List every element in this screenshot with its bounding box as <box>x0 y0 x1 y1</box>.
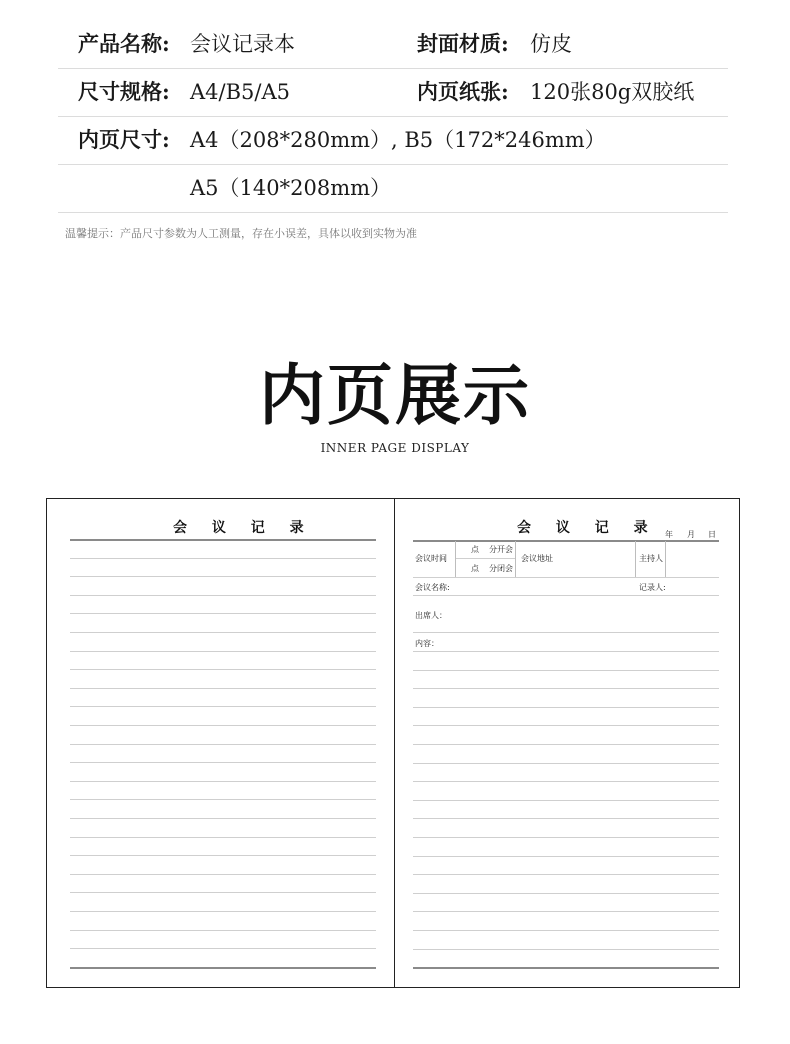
left-page-title: 会 议 记 录 <box>173 520 314 536</box>
location-label: 会议地址 <box>521 554 553 563</box>
ruled-line <box>70 781 376 782</box>
ruled-line <box>70 799 376 800</box>
ruled-line <box>413 725 719 726</box>
recorder-label: 记录人: <box>639 583 666 592</box>
measurement-tip: 温馨提示：产品尺寸参数为人工测量，存在小误差，具体以收到实物为准 <box>65 227 417 240</box>
ruled-line <box>413 949 719 950</box>
ruled-line <box>70 874 376 875</box>
ruled-line <box>70 948 376 949</box>
meeting-name-rule <box>413 595 719 596</box>
ruled-line <box>70 892 376 893</box>
ruled-line <box>70 613 376 614</box>
ruled-line <box>413 651 719 652</box>
meeting-name-label: 会议名称: <box>415 583 450 592</box>
ruled-line <box>413 893 719 894</box>
ruled-line <box>70 855 376 856</box>
ruled-line <box>70 967 376 969</box>
spec-value-paper: 120张80g双胶纸 <box>530 80 695 104</box>
ruled-line <box>413 930 719 931</box>
spec-row-3 <box>58 116 728 165</box>
ruled-line <box>413 967 719 969</box>
ruled-line <box>70 911 376 912</box>
date-day: 日 <box>708 530 716 539</box>
ruled-line <box>413 911 719 912</box>
spec-value-product-name: 会议记录本 <box>190 32 295 56</box>
spec-label-paper: 内页纸张: <box>417 79 509 104</box>
header-bottom-rule <box>413 577 719 578</box>
ruled-line <box>413 856 719 857</box>
attendees-rule <box>413 632 719 633</box>
header-divider-3 <box>635 541 636 577</box>
ruled-line <box>413 818 719 819</box>
ruled-line <box>413 837 719 838</box>
ruled-line <box>70 688 376 689</box>
spec-label-cover-material: 封面材质: <box>417 31 509 56</box>
ruled-line <box>70 669 376 670</box>
date-year: 年 <box>665 530 673 539</box>
ruled-line <box>413 744 719 745</box>
ruled-line <box>413 874 719 875</box>
date-month: 月 <box>687 530 695 539</box>
meeting-time-label: 会议时间 <box>415 554 447 563</box>
ruled-line <box>70 595 376 596</box>
spec-value-inner-size-a5: A5（140*208mm） <box>190 176 392 200</box>
ruled-line <box>70 762 376 763</box>
spec-label-product-name: 产品名称: <box>78 31 170 56</box>
header-divider-4 <box>665 541 666 577</box>
ruled-line <box>70 818 376 819</box>
attendees-label: 出席人： <box>415 611 447 620</box>
section-subtitle: INNER PAGE DISPLAY <box>320 441 470 455</box>
ruled-line <box>70 930 376 931</box>
ruled-line <box>70 725 376 726</box>
ruled-line <box>413 707 719 708</box>
notebook-spread <box>46 498 740 988</box>
spec-value-inner-size: A4（208*280mm）, B5（172*246mm） <box>190 128 606 152</box>
spec-label-inner-size: 内页尺寸: <box>78 127 170 152</box>
section-title: 内页展示 <box>259 356 531 434</box>
header-rule <box>413 540 719 542</box>
ruled-line <box>70 558 376 559</box>
ruled-line <box>413 763 719 764</box>
start-label: 分开会 <box>489 545 513 554</box>
ruled-line <box>413 781 719 782</box>
ruled-line <box>70 706 376 707</box>
spec-value-size: A4/B5/A5 <box>190 80 290 104</box>
end-label: 分闭会 <box>489 564 513 573</box>
ruled-line <box>70 744 376 745</box>
start-point-label: 点 <box>471 545 479 554</box>
ruled-line <box>413 800 719 801</box>
ruled-line <box>70 576 376 577</box>
host-label: 主持人 <box>639 554 663 563</box>
spec-row-4 <box>58 164 728 213</box>
ruled-line <box>70 632 376 633</box>
ruled-line <box>70 539 376 541</box>
ruled-line <box>413 670 719 671</box>
header-divider-2 <box>515 541 516 577</box>
ruled-line <box>70 651 376 652</box>
notebook-spine <box>394 499 395 987</box>
spec-row-1 <box>58 20 728 69</box>
right-page-title: 会 议 记 录 <box>517 520 658 536</box>
ruled-line <box>413 688 719 689</box>
header-divider-1 <box>455 541 456 577</box>
spec-value-cover-material: 仿皮 <box>530 32 572 56</box>
spec-label-size: 尺寸规格: <box>78 79 170 104</box>
end-point-label: 点 <box>471 564 479 573</box>
content-label: 内容： <box>415 639 439 648</box>
ruled-line <box>70 837 376 838</box>
header-mid-rule <box>455 558 515 559</box>
spec-row-2 <box>58 68 728 117</box>
